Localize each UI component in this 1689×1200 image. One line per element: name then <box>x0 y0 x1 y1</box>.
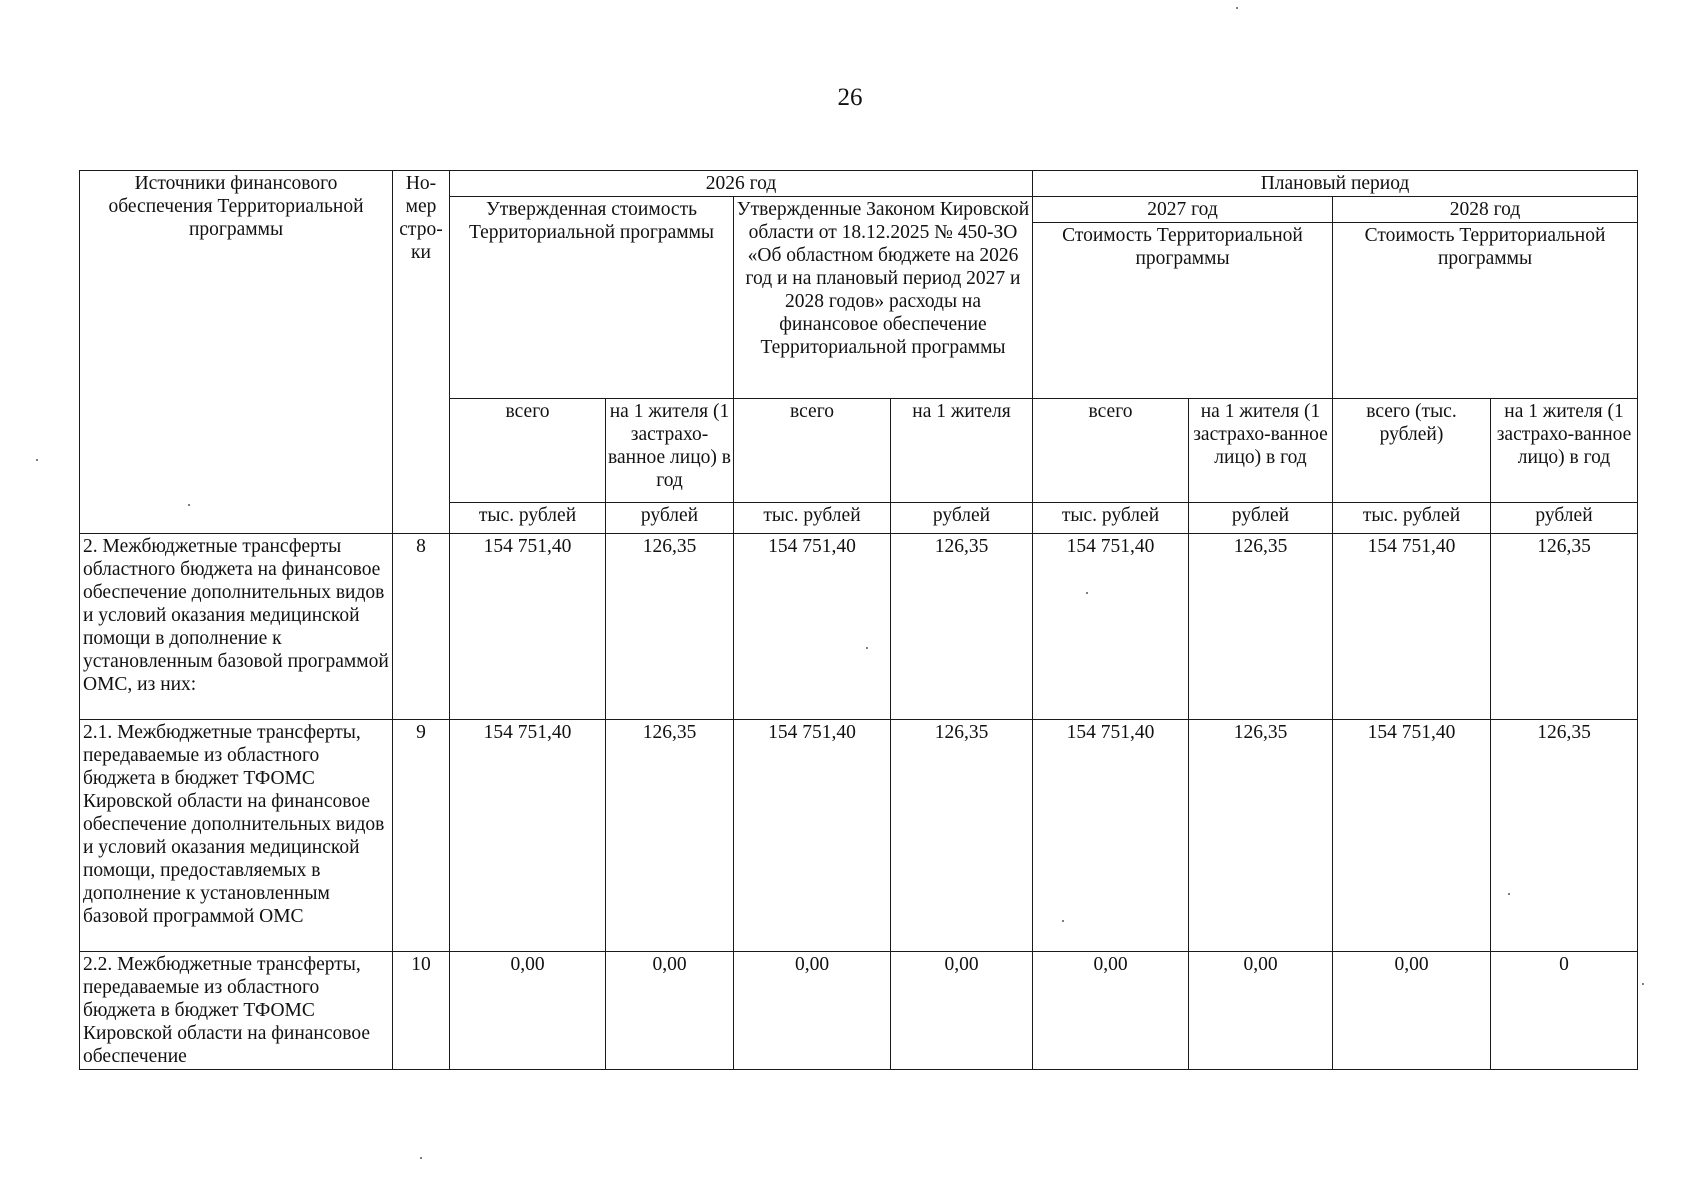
row-source: 2.2. Межбюджетные трансферты, передаваемые из областного бюджета в бюджет ТФОМС Кировской области на финансовое обеспечение <box>80 952 393 1070</box>
table-row <box>80 720 1638 952</box>
header-year-2028: 2028 год <box>1333 197 1638 223</box>
scan-speck <box>866 647 868 649</box>
row-value: 0,00 <box>1033 952 1189 1070</box>
unit-col-7: тыс. рублей <box>1333 503 1491 534</box>
page-number: 26 <box>837 84 863 111</box>
scan-speck <box>1642 983 1644 985</box>
scan-speck <box>1062 920 1064 922</box>
row-value: 126,35 <box>1491 720 1638 952</box>
header-approved-cost: Утвержденная стоимость Территориальной программы <box>450 197 734 399</box>
header-year-2027: 2027 год <box>1033 197 1333 223</box>
row-value: 126,35 <box>1491 534 1638 720</box>
row-value: 154 751,40 <box>450 720 606 952</box>
header-col-6: на 1 жителя (1 застрахо-ванное лицо) в год <box>1189 399 1333 503</box>
row-value: 0,00 <box>734 952 891 1070</box>
scan-speck <box>1086 592 1088 594</box>
header-col-7: всего (тыс. рублей) <box>1333 399 1491 503</box>
scan-speck <box>420 1157 422 1159</box>
header-source: Источники финансового обеспечения Территориальной программы <box>80 171 393 534</box>
table-row <box>80 534 1638 720</box>
row-value: 154 751,40 <box>1333 720 1491 952</box>
header-row-number: Но-мер стро-ки <box>393 171 450 534</box>
header-row-years <box>80 171 1638 197</box>
row-value: 126,35 <box>891 720 1033 952</box>
row-value: 0 <box>1491 952 1638 1070</box>
header-col-1: всего <box>450 399 606 503</box>
row-value: 154 751,40 <box>734 720 891 952</box>
row-number: 9 <box>393 720 450 952</box>
row-value: 0,00 <box>891 952 1033 1070</box>
scan-speck <box>1236 7 1238 9</box>
budget-table-container <box>79 170 1637 1070</box>
budget-table <box>79 170 1638 1070</box>
header-col-2: на 1 жителя (1 застрахо-ванное лицо) в год <box>606 399 734 503</box>
row-number: 10 <box>393 952 450 1070</box>
header-year-2026: 2026 год <box>450 171 1033 197</box>
unit-col-3: тыс. рублей <box>734 503 891 534</box>
row-value: 126,35 <box>891 534 1033 720</box>
row-value: 0,00 <box>1333 952 1491 1070</box>
row-value: 154 751,40 <box>1333 534 1491 720</box>
unit-col-1: тыс. рублей <box>450 503 606 534</box>
header-col-8: на 1 жителя (1 застрахо-ванное лицо) в год <box>1491 399 1638 503</box>
row-value: 0,00 <box>1189 952 1333 1070</box>
unit-col-2: рублей <box>606 503 734 534</box>
row-value: 126,35 <box>1189 720 1333 952</box>
header-col-5: всего <box>1033 399 1189 503</box>
row-value: 126,35 <box>1189 534 1333 720</box>
header-cost-2027: Стоимость Территориальной программы <box>1033 223 1333 399</box>
unit-col-8: рублей <box>1491 503 1638 534</box>
unit-col-6: рублей <box>1189 503 1333 534</box>
row-value: 126,35 <box>606 534 734 720</box>
header-plan-period: Плановый период <box>1033 171 1638 197</box>
row-value: 154 751,40 <box>1033 720 1189 952</box>
row-value: 154 751,40 <box>1033 534 1189 720</box>
row-value: 126,35 <box>606 720 734 952</box>
row-value: 0,00 <box>606 952 734 1070</box>
header-approved-law: Утвержденные Законом Кировской области от 18.12.2025 № 450-ЗО «Об областном бюджете на 2026 год и на плановый период 2027 и 2028 годов» расходы на финансовое обеспечение Территориальной программы <box>734 197 1033 399</box>
header-cost-2028: Стоимость Территориальной программы <box>1333 223 1638 399</box>
row-value: 154 751,40 <box>450 534 606 720</box>
row-source: 2.1. Межбюджетные трансферты, передаваемые из областного бюджета в бюджет ТФОМС Кировской области на финансовое обеспечение дополнительных видов и условий оказания медицинской помощи, предоставляемых в дополнение к установленным базовой программой ОМС <box>80 720 393 952</box>
table-row <box>80 952 1638 1070</box>
row-value: 154 751,40 <box>734 534 891 720</box>
unit-col-4: рублей <box>891 503 1033 534</box>
header-col-4: на 1 жителя <box>891 399 1033 503</box>
scan-speck <box>188 504 190 506</box>
scan-speck <box>1508 893 1510 895</box>
unit-col-5: тыс. рублей <box>1033 503 1189 534</box>
header-col-3: всего <box>734 399 891 503</box>
row-number: 8 <box>393 534 450 720</box>
row-source: 2. Межбюджетные трансферты областного бюджета на финансовое обеспечение дополнительных видов и условий оказания медицинской помощи в дополнение к установленным базовой программой ОМС, из них: <box>80 534 393 720</box>
row-value: 0,00 <box>450 952 606 1070</box>
scan-speck <box>36 459 38 461</box>
